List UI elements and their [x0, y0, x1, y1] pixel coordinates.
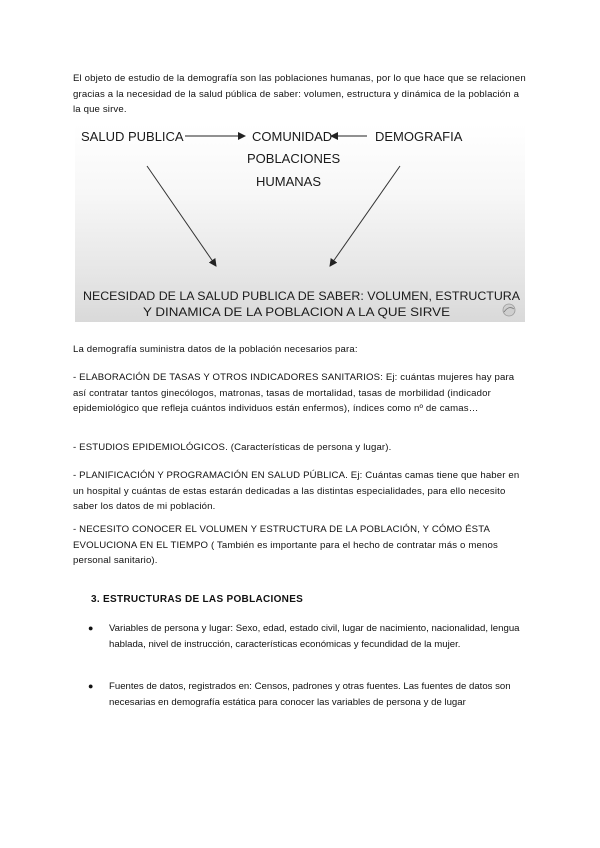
list-item-text: Fuentes de datos, registrados en: Censos, padrones y otras fuentes. Las fuentes de datos son necesarias en demografía estática para conocer las variables de persona y de lugar — [109, 681, 511, 708]
necesidad-line-1: NECESIDAD DE LA SALUD PUBLICA DE SABER: VOLUMEN, ESTRUCTURA — [83, 289, 521, 303]
salud-publica-label: SALUD PUBLICA — [81, 129, 184, 144]
paragraph-estudios: - ESTUDIOS EPIDEMIOLÓGICOS. (Características de persona y lugar). — [73, 442, 392, 453]
arrow-demografia-to-necesidad — [330, 166, 400, 266]
corner-emblem-icon — [503, 304, 515, 316]
humanas-label: HUMANAS — [256, 174, 322, 189]
demografia-label: DEMOGRAFIA — [375, 129, 463, 144]
comunidad-label: COMUNIDAD — [252, 129, 333, 144]
list-item — [88, 621, 528, 652]
bullet-icon: ● — [88, 681, 94, 691]
list-item-text: Variables de persona y lugar: Sexo, edad, estado civil, lugar de nacimiento, nacionalidad, lengua hablada, nivel de instrucción, características económicas y fecundidad de la mujer. — [109, 623, 520, 650]
paragraph-uses: La demografía suministra datos de la población necesarios para: — [73, 344, 358, 355]
demography-diagram — [75, 124, 525, 322]
paragraph-volumen: - NECESITO CONOCER EL VOLUMEN Y ESTRUCTURA DE LA POBLACIÓN, Y CÓMO ÉSTA EVOLUCIONA EN EL TIEMPO ( También es importante para el hecho de contratar más o menos personal sanitario). — [73, 524, 498, 566]
arrow-salud-to-necesidad — [147, 166, 216, 266]
bullet-icon: ● — [88, 623, 94, 633]
paragraph-tasas: - ELABORACIÓN DE TASAS Y OTROS INDICADORES SANITARIOS: Ej: cuántas mujeres hay para así contratar tantos ginecólogos, matronas, tasas de mortalidad, tasas de morbilidad (indicador epidemiológico que refleja cuántos individuos están enfermos), índices como nº de camas… — [73, 372, 515, 414]
poblaciones-label: POBLACIONES — [247, 151, 341, 166]
paragraph-planificacion: - PLANIFICACIÓN Y PROGRAMACIÓN EN SALUD PÚBLICA. Ej: Cuántas camas tiene que haber en un hospital y cuántas de estas estarán dedicadas a las distintas especialidades, para ello necesito saber los datos de mi población. — [73, 470, 520, 512]
list-item — [88, 679, 528, 710]
diagram-svg — [75, 124, 525, 322]
section-heading: 3. ESTRUCTURAS DE LAS POBLACIONES — [91, 594, 304, 605]
necesidad-line-2: Y DINAMICA DE LA POBLACION A LA QUE SIRVE — [143, 305, 450, 319]
intro-paragraph: El objeto de estudio de la demografía son las poblaciones humanas, por lo que hace que se relacionen gracias a la necesidad de la salud pública de saber: volumen, estructura y dinámica de la población a la que sirve. — [73, 73, 526, 115]
